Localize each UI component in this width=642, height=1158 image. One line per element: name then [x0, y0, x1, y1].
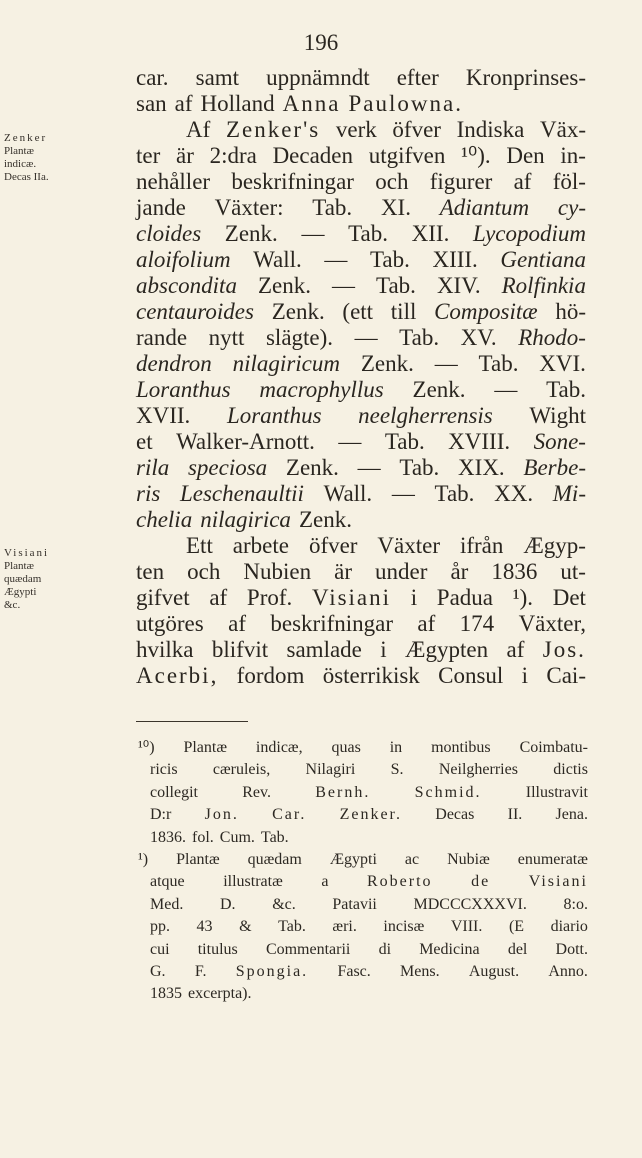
footnote-line: [150, 759, 588, 781]
word: Wall.: [323, 481, 373, 506]
text-line: [136, 169, 586, 195]
footnote-line: [150, 961, 588, 983]
word: Rolfinkia: [501, 273, 586, 298]
word: XX.: [494, 481, 534, 506]
word: ut-: [560, 559, 586, 584]
word: af: [209, 585, 228, 610]
word: cui: [150, 940, 170, 958]
word: nilagirica: [200, 507, 291, 532]
word: ris: [136, 481, 161, 506]
word: a: [321, 873, 329, 891]
word: Visiani: [528, 873, 588, 891]
word: XVII.: [136, 403, 191, 428]
word: macrophyllus: [259, 377, 384, 402]
word: fol.: [192, 828, 214, 846]
word: Zenk.: [224, 221, 278, 246]
word: Indiska: [456, 117, 525, 142]
word: XV.: [460, 325, 497, 350]
word: D.: [219, 895, 236, 913]
word: Acerbi,: [136, 663, 219, 688]
word: Padua: [436, 585, 494, 610]
word: Wight: [529, 403, 586, 428]
word: är: [175, 143, 194, 168]
word: Loranthus: [136, 377, 231, 402]
word: —: [324, 247, 348, 272]
word: Zenk.: [271, 299, 325, 324]
word: slägte).: [265, 325, 334, 350]
word: 1836: [491, 559, 538, 584]
word: och: [375, 169, 409, 194]
word: speciosa: [187, 455, 268, 480]
margin-note-line: Visiani: [4, 547, 50, 559]
text-line: [136, 611, 586, 637]
word: gifvet: [136, 585, 190, 610]
text-line: [136, 299, 586, 325]
margin-note-line: indicæ.: [4, 158, 37, 170]
margin-note-visiani: [4, 547, 132, 612]
word: 43: [196, 918, 213, 936]
text-line: [136, 143, 586, 169]
text-line: [136, 91, 586, 117]
word: —: [332, 273, 355, 298]
word: —: [301, 221, 325, 246]
word: utgifven: [368, 143, 446, 168]
word: hvilka: [136, 637, 194, 662]
word: August.: [468, 962, 520, 980]
word: af: [174, 91, 193, 116]
word: Zenk.: [298, 507, 352, 532]
word: Commentarii: [265, 940, 351, 958]
word: Växter,: [518, 611, 586, 636]
word: Tab.: [384, 429, 425, 454]
word: jande: [136, 195, 186, 220]
word: ter: [136, 143, 161, 168]
word: Fasc.: [337, 962, 371, 980]
word: Bernh.: [315, 783, 371, 801]
word: —: [338, 429, 362, 454]
footnote-line: [150, 894, 588, 916]
word: chelia: [136, 507, 193, 532]
word: uppnämndt: [266, 65, 370, 90]
text-line: [136, 195, 586, 221]
word: (ett: [342, 299, 374, 324]
word: Gentiana: [500, 247, 586, 272]
word: XIX.: [458, 455, 505, 480]
word: Zenk.: [257, 273, 311, 298]
word: abscondita: [136, 273, 237, 298]
word: Walker-Arnott.: [176, 429, 315, 454]
word: Nilagiri: [305, 761, 356, 779]
footnote-line: [150, 804, 588, 826]
word: Den: [506, 143, 545, 168]
word: Tab.: [260, 828, 289, 846]
word: collegit: [150, 783, 198, 801]
word: F.: [194, 962, 207, 980]
word: blifvit: [211, 637, 269, 662]
word: österrikisk: [322, 663, 420, 688]
word: Wall.: [253, 247, 302, 272]
word: neelgherrensis: [358, 403, 493, 428]
text-line: [136, 663, 586, 689]
footnote-line: [138, 849, 588, 871]
text-line: [136, 507, 586, 533]
word: Illustravit: [525, 783, 588, 801]
word: quædam: [247, 850, 302, 868]
word: beskrifningar: [231, 169, 354, 194]
word: Tab.: [312, 195, 353, 220]
word: illustratæ: [223, 873, 283, 891]
word: —: [354, 325, 378, 350]
word: Jena.: [555, 806, 588, 824]
word: cloides: [136, 221, 202, 246]
word: Kronprinses-: [465, 65, 586, 90]
word: i: [380, 637, 387, 662]
word: Decaden: [272, 143, 354, 168]
text-line: [136, 325, 586, 351]
footnotes: [138, 737, 588, 1006]
word: Neilgherries: [438, 761, 518, 779]
word: af: [417, 611, 436, 636]
word: utgöres: [136, 611, 204, 636]
word: nytt: [208, 325, 245, 350]
word: Compositæ: [434, 299, 538, 324]
word: Det: [552, 585, 586, 610]
word: af: [513, 169, 532, 194]
word: —: [434, 351, 458, 376]
word: Plantæ: [176, 850, 220, 868]
word: Nubien: [243, 559, 312, 584]
word: ¹).: [512, 585, 534, 610]
word: titulus: [197, 940, 238, 958]
word: Patavii: [332, 895, 377, 913]
word: dictis: [553, 761, 588, 779]
footnote-line: [150, 983, 588, 1005]
text-line: [136, 455, 586, 481]
word: Ægyp-: [523, 533, 586, 558]
word: in-: [560, 143, 586, 168]
word: Spongia.: [235, 962, 309, 980]
text-line: [136, 585, 586, 611]
word: XVI.: [539, 351, 586, 376]
word: Jos.: [542, 637, 586, 662]
page-number: 196: [303, 30, 339, 55]
word: Ægypti: [329, 850, 377, 868]
word: Anno.: [548, 962, 588, 980]
text-line: [136, 481, 586, 507]
word: nehåller: [136, 169, 211, 194]
word: Schmid.: [414, 783, 482, 801]
text-line: [136, 65, 586, 91]
margin-note-line: quædam: [4, 573, 42, 585]
word: verk: [335, 117, 377, 142]
word: Växter:: [214, 195, 284, 220]
word: car.: [136, 65, 169, 90]
word: 2:dra: [209, 143, 257, 168]
margin-note-zenker: [4, 132, 132, 184]
word: 8:o.: [563, 895, 588, 913]
word: (E: [508, 918, 525, 936]
word: XII.: [411, 221, 450, 246]
word: Zenker's: [225, 117, 321, 142]
word: till: [390, 299, 417, 324]
word: Plantæ: [183, 739, 228, 756]
word: Af: [186, 117, 211, 142]
word: incisæ: [383, 918, 425, 936]
word: cy-: [557, 195, 586, 220]
margin-note-line: &c.: [4, 599, 21, 611]
word: Consul: [438, 663, 504, 688]
word: Mens.: [400, 962, 440, 980]
word: öfver: [308, 533, 358, 558]
word: Tab.: [399, 455, 440, 480]
word: Berbe-: [523, 455, 586, 480]
word: under: [375, 559, 428, 584]
footnote-line: [138, 737, 588, 759]
text-line: [136, 117, 586, 143]
word: 1835: [150, 985, 182, 1003]
word: Ægypten: [405, 637, 489, 662]
text-line: [136, 429, 586, 455]
word: Zenk.: [412, 377, 466, 402]
word: Visiani: [311, 585, 392, 610]
word: Tab.: [278, 918, 306, 936]
word: Cai-: [546, 663, 586, 688]
margin-note-line: Plantæ: [4, 560, 34, 572]
word: G.: [150, 962, 166, 980]
word: II.: [507, 806, 523, 824]
word: Decas: [435, 806, 475, 824]
word: Cum.: [219, 828, 255, 846]
word: XI.: [380, 195, 411, 220]
word: san: [136, 91, 167, 116]
word: Coimbatu-: [519, 739, 588, 756]
text-line: [136, 403, 586, 429]
word: ricis: [150, 761, 178, 779]
word: Leschenaultii: [179, 481, 304, 506]
word: D:r: [150, 806, 172, 824]
word: —: [494, 377, 518, 402]
word: i: [521, 663, 529, 688]
word: dendron: [136, 351, 212, 376]
word: ¹⁰).: [461, 143, 491, 168]
word: arbete: [232, 533, 289, 558]
word: år: [450, 559, 469, 584]
word: Zenk.: [360, 351, 414, 376]
word: samt: [195, 65, 240, 90]
word: Sone-: [533, 429, 586, 454]
word: Rhodo-: [518, 325, 586, 350]
word: 1836.: [150, 828, 186, 846]
word: Jon.: [204, 806, 239, 824]
word: di: [378, 940, 392, 958]
word: Tab.: [478, 351, 519, 376]
word: af: [506, 637, 525, 662]
word: rila: [136, 455, 170, 480]
body-text: [136, 65, 586, 689]
footnote-rule: [136, 721, 248, 722]
word: Holland: [200, 91, 275, 116]
text-line: [136, 247, 586, 273]
word: XVIII.: [448, 429, 511, 454]
word: &c.: [272, 895, 296, 913]
word: XIV.: [436, 273, 481, 298]
word: et: [136, 429, 153, 454]
word: rande: [136, 325, 188, 350]
word: VIII.: [450, 918, 483, 936]
word: hö-: [555, 299, 586, 324]
word: indicæ,: [255, 739, 303, 756]
word: Tab.: [348, 221, 388, 246]
word: öfver: [392, 117, 441, 142]
word: Car.: [272, 806, 307, 824]
word: aloifolium: [136, 247, 231, 272]
word: ac: [404, 850, 420, 868]
word: nilagiricum: [232, 351, 340, 376]
word: Adiantum: [439, 195, 530, 220]
word: Nubiæ: [447, 850, 490, 868]
word: figurer: [429, 169, 493, 194]
word: Loranthus: [226, 403, 322, 428]
word: &: [239, 918, 252, 936]
word: i: [410, 585, 418, 610]
word: montibus: [431, 739, 491, 756]
word: de: [471, 873, 491, 891]
margin-note-line: Zenker: [4, 132, 48, 144]
word: enumeratæ: [517, 850, 588, 868]
word: Tab.: [369, 247, 410, 272]
text-line: [136, 377, 586, 403]
text-line: [136, 637, 586, 663]
word: Rev.: [242, 783, 271, 801]
word: Tab.: [399, 325, 440, 350]
word: Roberto: [366, 873, 433, 891]
word: ten: [136, 559, 165, 584]
word: föl-: [552, 169, 586, 194]
word: Tab.: [434, 481, 475, 506]
word: Mi-: [552, 481, 586, 506]
word: ¹⁰): [138, 739, 155, 756]
footnote-line: [150, 939, 588, 961]
word: ifrån: [459, 533, 504, 558]
word: efter: [396, 65, 439, 90]
word: Lycopodium: [472, 221, 586, 246]
word: fordom: [236, 663, 305, 688]
word: —: [357, 455, 381, 480]
word: Dott.: [555, 940, 588, 958]
word: Anna: [282, 91, 341, 116]
word: Prof.: [246, 585, 293, 610]
word: Tab.: [546, 377, 586, 402]
word: Zenk.: [285, 455, 339, 480]
word: quas: [331, 739, 361, 756]
text-line: [136, 273, 586, 299]
word: samlade: [286, 637, 362, 662]
word: atque: [150, 873, 185, 891]
footnote-line: [150, 782, 588, 804]
word: Väx-: [540, 117, 586, 142]
margin-note-line: Plantæ: [4, 145, 34, 157]
word: 174: [459, 611, 495, 636]
word: S.: [390, 761, 404, 779]
word: Växter: [377, 533, 440, 558]
word: Paulowna.: [348, 91, 463, 116]
word: —: [391, 481, 415, 506]
footnote-line: [150, 871, 588, 893]
text-line: [136, 559, 586, 585]
word: af: [228, 611, 246, 636]
word: Medicina: [419, 940, 480, 958]
word: pp.: [150, 918, 170, 936]
word: in: [389, 739, 403, 756]
word: MDCCCXXXVI.: [413, 895, 527, 913]
text-line: [136, 221, 586, 247]
word: centauroides: [136, 299, 254, 324]
word: æri.: [332, 918, 357, 936]
word: är: [334, 559, 353, 584]
margin-note-line: Ægypti: [4, 586, 37, 598]
word: cæruleis,: [212, 761, 271, 779]
word: excerpta).: [188, 985, 252, 1003]
word: Med.: [150, 895, 184, 913]
word: ¹): [138, 850, 149, 868]
word: Ett: [186, 533, 213, 558]
footnote-line: [150, 827, 588, 849]
word: XIII.: [432, 247, 478, 272]
text-line: [136, 533, 586, 559]
word: och: [187, 559, 221, 584]
text-line: [136, 351, 586, 377]
word: beskrifningar: [270, 611, 394, 636]
word: Zenker.: [339, 806, 402, 824]
word: Tab.: [376, 273, 416, 298]
word: del: [507, 940, 528, 958]
footnote-line: [150, 916, 588, 938]
margin-note-line: Decas IIa.: [4, 171, 49, 183]
word: diario: [550, 918, 588, 936]
